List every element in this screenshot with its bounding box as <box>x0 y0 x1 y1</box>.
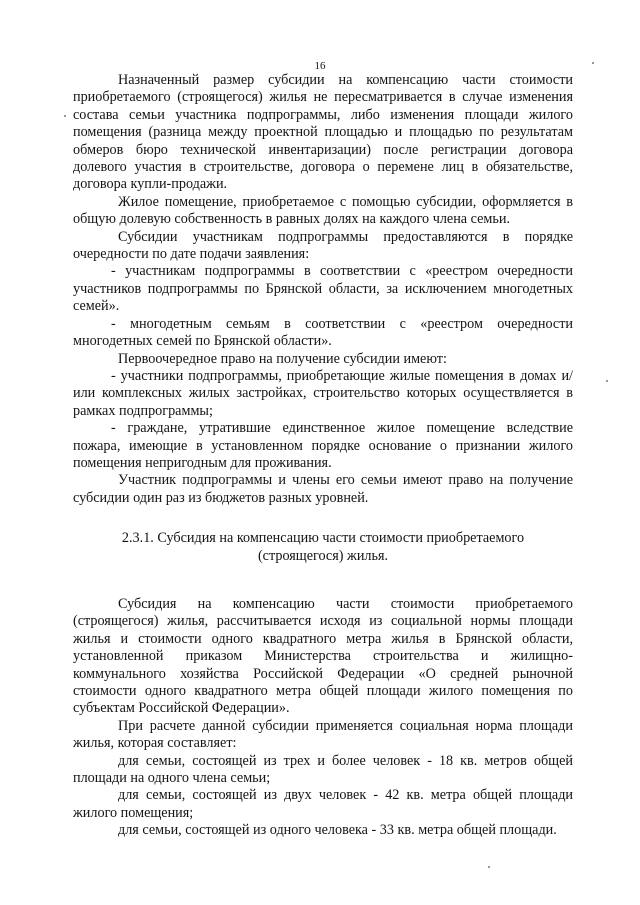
paragraph-shared-ownership: Жилое помещение, приобретаемое с помощью субсидии, оформляется в общую долевую собственность в равных долях на каждого члена семьи. <box>73 193 573 228</box>
scan-speck <box>592 62 594 64</box>
list-item-norm-one-person: для семьи, состоящей из одного человека - 33 кв. метра общей площади. <box>118 822 557 839</box>
document-body <box>73 72 573 840</box>
paragraph-subsidy-calculation: Субсидия на компенсацию части стоимости приобретаемого (строящегося) жилья, рассчитывается исходя из социальной нормы площади жилья и стоимости одного квадратного метра жилья в Брянской области, установленной приказом Министерства строительства и жилищно-коммунального хозяйства Российской Федерации «О средней рыночной стоимости одного квадратного метра общей площади жилого помещения по субъектам Российской Федерации». <box>73 595 573 717</box>
paragraph-subsidy-not-revised: Назначенный размер субсидии на компенсацию части стоимости приобретаемого (строящегося) жилья не пересматривается в случае изменения состава семьи участника подпрограммы, либо изменения площади жилого помещения (разница между проектной площадью и площадью по результатам обмеров бюро технической инвентаризации) после регистрации договора долевого участия в строительстве, договора о перемене лиц в обязательстве, договора купли-продажи. <box>73 72 573 193</box>
section-heading: 2.3.1. Субсидия на компенсацию части стоимости приобретаемого (строящегося) жилья. <box>121 530 525 564</box>
list-item-norm-three-plus: для семьи, состоящей из трех и более человек - 18 кв. метров общей площади на одного члена семьи; <box>73 752 573 787</box>
list-item-large-families-registry: - многодетным семьям в соответствии с «реестром очередности многодетных семей по Брянской области». <box>73 315 573 350</box>
paragraph-once-per-budget: Участник подпрограммы и члены его семьи имеют право на получение субсидии один раз из бюджетов разных уровней. <box>73 472 573 506</box>
scan-speck <box>488 866 490 868</box>
paragraph-priority-right: Первоочередное право на получение субсидии имеют: <box>118 350 447 367</box>
paragraph-social-norm-intro: При расчете данной субсидии применяется социальная норма площади жилья, которая составляет: <box>73 717 573 752</box>
list-item-norm-two-persons: для семьи, состоящей из двух человек - 42 кв. метра общей площади жилого помещения; <box>73 787 573 821</box>
list-item-priority-fire-victims: - граждане, утратившие единственное жилое помещение вследствие пожара, имеющие в установленном порядке основание о признании жилого помещения непригодным для проживания. <box>73 420 573 471</box>
page-number: 16 <box>314 60 326 72</box>
list-item-participants-registry: - участникам подпрограммы в соответствии с «реестром очередности участников подпрограммы по Брянской области, за исключением многодетных семей». <box>73 263 573 315</box>
scan-speck <box>64 115 66 117</box>
paragraph-queue-order: Субсидии участникам подпрограммы предоставляются в порядке очередности по дате подачи заявления: <box>73 228 573 263</box>
scan-speck <box>606 380 608 382</box>
list-item-priority-complex-housing: - участники подпрограммы, приобретающие жилые помещения в домах и/или комплексных жилых застройках, строительство которых осуществляется в рамках подпрограммы; <box>73 367 573 419</box>
